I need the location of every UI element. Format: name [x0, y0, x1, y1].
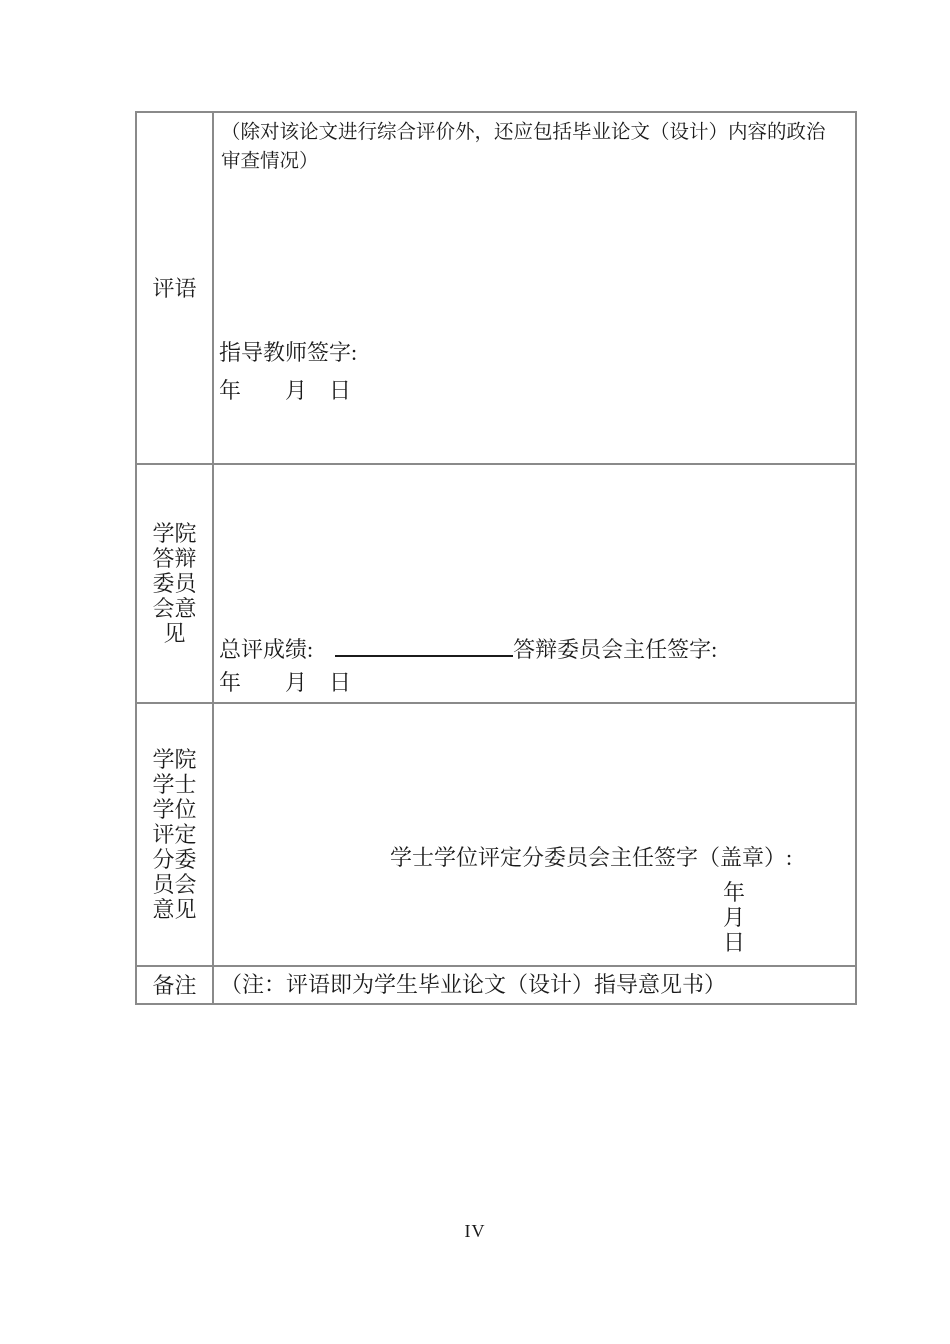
table-row-degree-subcommittee: [137, 702, 855, 965]
defense-committee-body-cell: [214, 465, 855, 702]
remarks-header-cell: [137, 967, 214, 1003]
remarks-note-text: （注：评语即为学生毕业论文（设计）指导意见书）: [220, 972, 727, 997]
defense-committee-header-cell: [137, 465, 214, 702]
defense-date-line: 年 月 日: [219, 670, 352, 695]
advisor-date-line: 年 月 日: [219, 378, 352, 403]
comments-instruction-text: （除对该论文进行综合评价外，还应包括毕业论文（设计）内容的政治审查情况）: [221, 122, 826, 172]
degree-subcommittee-body-cell: [214, 704, 855, 965]
overall-score-line: [219, 635, 717, 665]
comments-header-label: 评语: [152, 275, 197, 301]
comments-body-cell: [214, 113, 855, 463]
score-blank-line: [335, 653, 513, 657]
remarks-body-cell: [214, 967, 855, 1003]
comments-header-cell: [137, 113, 214, 463]
degree-chair-signature-label: 学士学位评定分委员会主任签字（盖章）:: [390, 845, 793, 870]
overall-score-label: 总评成绩:: [219, 637, 314, 662]
degree-date-year: 年: [722, 880, 745, 905]
table-row-remarks: [137, 965, 855, 1003]
advisor-signature-label: 指导教师签字:: [219, 340, 358, 365]
degree-subcommittee-header-cell: [137, 704, 214, 965]
degree-date-day: 日: [722, 930, 745, 955]
thesis-evaluation-form-table: [135, 111, 857, 1005]
remarks-header-label: 备注: [152, 972, 197, 998]
page-number: IV: [464, 1221, 486, 1241]
defense-chair-signature-label: 答辩委员会主任签字:: [513, 637, 718, 662]
table-row-comments: [137, 113, 855, 463]
defense-committee-header-label: 学院答辩委员会意见: [152, 521, 197, 646]
degree-date-month: 月: [722, 905, 745, 930]
degree-subcommittee-header-label: 学院学士学位评定分委员会意见: [152, 747, 197, 922]
degree-date-column: [723, 880, 745, 955]
table-row-defense-committee: [137, 463, 855, 702]
